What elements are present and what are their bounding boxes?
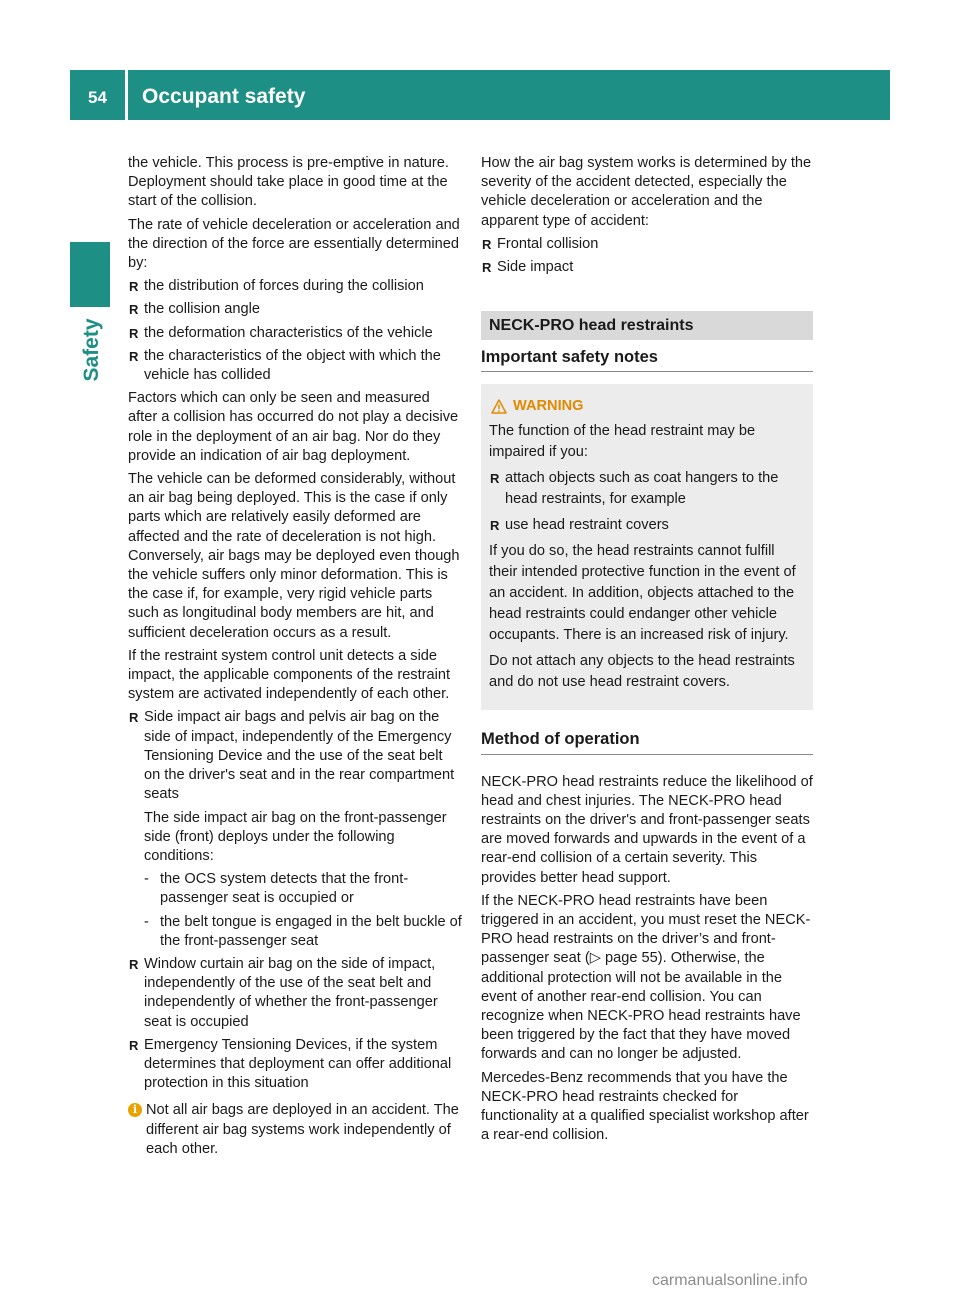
paragraph: Mercedes-Benz recommends that you have the NECK-PRO head restraints checked for functionality at a qualified specialist workshop after a rear-end collision. bbox=[481, 1069, 809, 1144]
bullet-icon: R bbox=[129, 348, 139, 364]
paragraph: NECK-PRO head restraints reduce the likelihood of head and chest injuries. The NECK-PRO head restraints on the driver's and front-passenger seats are moved forwards and upwards in the event of a rear-end collision of a certain severity. This provides better head support. bbox=[481, 773, 813, 886]
bullet-icon: R bbox=[129, 302, 139, 318]
warning-text: The function of the head restraint may be impaired if you: bbox=[489, 423, 756, 461]
watermark: carmanualsonline.info bbox=[652, 1272, 808, 1289]
info-text: Not all air bags are deployed in an accident. The different air bag systems work independently of each other. bbox=[146, 1102, 459, 1157]
paragraph: How the air bag system works is determined by the severity of the accident detected, especially the vehicle deceleration or acceleration and the apparent type of accident: bbox=[481, 155, 812, 229]
bullet-icon: R bbox=[129, 956, 139, 972]
bullet-icon: R bbox=[490, 471, 500, 487]
info-note bbox=[128, 1101, 462, 1159]
list-item-note: The side impact air bag on the front-passenger side (front) deploys under the following conditions: bbox=[144, 809, 447, 864]
paragraph: If the NECK-PRO head restraints have been triggered in an accident, you must reset the NECK-PRO head restraints on the driver’s and front-passenger seat (▷ page 55). Otherwise, the additional protection will not be available in the event of another rear-end collision. You can recognize when NECK-PRO head restraints have been triggered by the fact that they have moved forwards and can no longer be adjusted. bbox=[481, 892, 811, 1063]
warning-text: If you do so, the head restraints cannot fulfill their intended protective function in the event of an accident. In addition, objects attached to the head restraints could endanger other vehicle occupants. There is an increased risk of injury. bbox=[489, 543, 796, 644]
list-item: R the deformation characteristics of the vehicle bbox=[128, 324, 462, 343]
warning-triangle-icon bbox=[491, 399, 507, 414]
list-item: R Side impact bbox=[481, 258, 813, 277]
left-column bbox=[128, 154, 462, 1159]
warning-title: WARNING bbox=[513, 398, 584, 415]
dash-icon: - bbox=[144, 871, 149, 888]
paragraph: the vehicle. This process is pre-emptive in nature. Deployment should take place in good time at the start of the collision. bbox=[128, 155, 449, 210]
sub-list-item: - the belt tongue is engaged in the belt buckle of the front-passenger seat bbox=[144, 913, 462, 949]
bullet-icon: R bbox=[129, 325, 139, 341]
bullet-icon: R bbox=[129, 279, 139, 295]
page-number: 54 bbox=[70, 70, 125, 120]
list-item: R Emergency Tensioning Devices, if the system determines that deployment can offer additional protection in this situation bbox=[129, 1036, 452, 1092]
dash-icon: - bbox=[144, 913, 149, 930]
paragraph: The rate of vehicle deceleration or acceleration and the direction of the force are essentially determined by: bbox=[128, 216, 460, 272]
warning-text: Do not attach any objects to the head restraints and do not use head restraint covers. bbox=[489, 653, 795, 691]
section-tab bbox=[74, 320, 110, 380]
list-item: R the collision angle bbox=[128, 300, 462, 319]
list-item: R Window curtain air bag on the side of impact, independently of the use of the seat belt and independently of whether the front-passenger seat is occupied bbox=[129, 955, 438, 1030]
paragraph: The vehicle can be deformed considerably, without an air bag being deployed. This is the case if only parts which are relatively easily deformed are affected and the rate of deceleration is not high. Conversely, air bags may be deployed even though the vehicle suffers only minor deformation. This is the case if, for example, very rigid vehicle parts such as longitudinal body members are hit, and sufficient deceleration occurs as a result. bbox=[128, 471, 460, 641]
paragraph: If the restraint system control unit detects a side impact, the applicable components of the restraint system are activated independently of each other. bbox=[128, 647, 451, 703]
bullet-icon: R bbox=[482, 236, 492, 252]
list-item: R the characteristics of the object with which the vehicle has collided bbox=[129, 347, 441, 384]
warning-box bbox=[481, 384, 813, 710]
sub-list-item: - the OCS system detects that the front-passenger seat is occupied or bbox=[144, 871, 409, 907]
subsection-heading: Important safety notes bbox=[481, 348, 813, 372]
page-title: Occupant safety bbox=[128, 70, 890, 120]
list-item: R attach objects such as coat hangers to the head restraints, for example bbox=[490, 470, 779, 508]
bullet-icon: R bbox=[129, 710, 139, 726]
section-label: Safety bbox=[80, 318, 103, 382]
right-column bbox=[481, 154, 813, 1149]
subsection-heading: Method of operation bbox=[481, 730, 813, 754]
bullet-icon: R bbox=[129, 1037, 139, 1053]
warning-header bbox=[489, 396, 805, 417]
bullet-icon: R bbox=[490, 518, 500, 534]
paragraph: Factors which can only be seen and measured after a collision has occurred do not play a decisive role in the deployment of an air bag. Nor do they provide an indication of air bag deployment. bbox=[128, 390, 459, 464]
section-marker bbox=[70, 242, 110, 307]
bullet-icon: R bbox=[482, 260, 492, 276]
list-item: R Side impact air bags and pelvis air bag on the side of impact, independently of the Emergency Tensioning Device and the use of the seat belt on the driver's seat and in the rear compartment seats bbox=[129, 709, 455, 803]
list-item: R use head restraint covers bbox=[489, 515, 805, 536]
info-icon: i bbox=[128, 1103, 142, 1117]
list-item: R Frontal collision bbox=[481, 235, 813, 254]
section-heading: NECK-PRO head restraints bbox=[481, 311, 813, 340]
list-item: R the distribution of forces during the collision bbox=[128, 277, 462, 296]
